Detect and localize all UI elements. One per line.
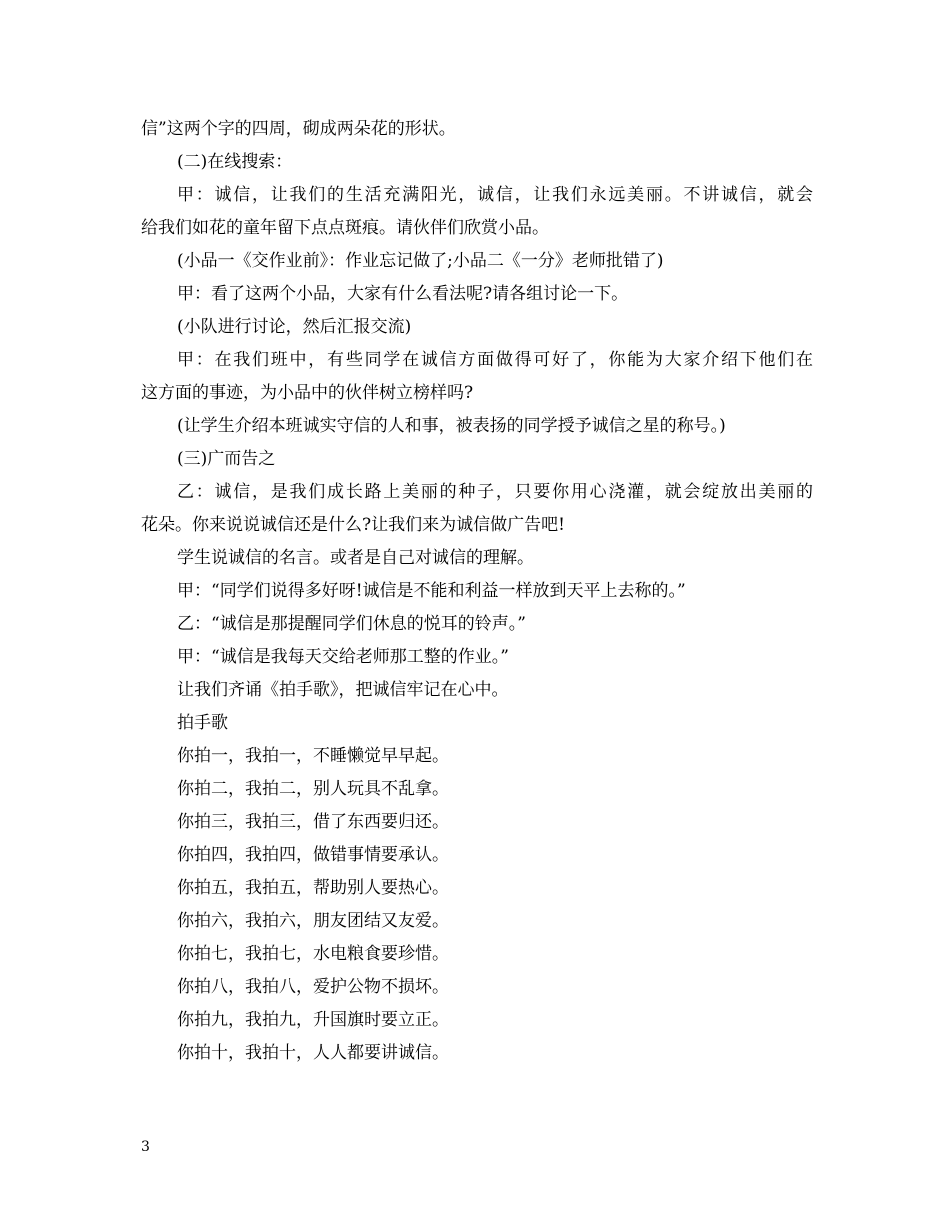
text-line: 让我们齐诵《拍手歌》，把诚信牢记在心中。: [177, 680, 509, 700]
text-line: 你拍八，我拍八，爱护公物不损坏。: [177, 977, 449, 997]
text-line: 这方面的事迹，为小品中的伙伴树立榜样吗?: [141, 383, 474, 403]
text-line: 乙：“诚信是那提醒同学们休息的悦耳的铃声。”: [177, 614, 526, 634]
text-line: 你拍二，我拍二，别人玩具不乱拿。: [177, 779, 449, 799]
document-body: [141, 113, 813, 1070]
text-line: 你拍四，我拍四，做错事情要承认。: [177, 845, 449, 865]
text-line: 甲：看了这两个小品，大家有什么看法呢?请各组讨论一下。: [177, 284, 629, 304]
text-line: 学生说诚信的名言。或者是自己对诚信的理解。: [177, 548, 534, 568]
text-line: 甲：“诚信是我每天交给老师那工整的作业。”: [177, 647, 509, 667]
text-line: 拍手歌: [177, 713, 228, 733]
text-line: 甲：在我们班中，有些同学在诚信方面做得可好了，你能为大家介绍下他们在: [177, 350, 813, 370]
text-line: (小品一《交作业前》：作业忘记做了;小品二《一分》老师批错了): [177, 251, 664, 271]
text-line: 你拍九，我拍九，升国旗时要立正。: [177, 1010, 449, 1030]
text-line: 你拍十，我拍十，人人都要讲诚信。: [177, 1043, 449, 1063]
page-number: 3: [141, 1139, 150, 1155]
text-line: 你拍七，我拍七，水电粮食要珍惜。: [177, 944, 449, 964]
text-line: 你拍六，我拍六，朋友团结又友爱。: [177, 911, 449, 931]
text-line: 花朵。你来说说诚信还是什么?让我们来为诚信做广告吧!: [141, 515, 565, 535]
text-line: (三)广而告之: [177, 449, 276, 469]
text-line: 给我们如花的童年留下点点斑痕。请伙伴们欣赏小品。: [141, 218, 549, 238]
text-line: 你拍一，我拍一，不睡懒觉早早起。: [177, 746, 449, 766]
text-line: (二)在线搜索：: [177, 152, 293, 172]
text-line: 甲：“同学们说得多好呀!诚信是不能和利益一样放到天平上去称的。”: [177, 581, 686, 601]
text-line: 信”这两个字的四周，砌成两朵花的形状。: [141, 119, 456, 139]
text-line: 你拍五，我拍五，帮助别人要热心。: [177, 878, 449, 898]
text-line: 甲：诚信，让我们的生活充满阳光，诚信，让我们永远美丽。不讲诚信，就会: [177, 185, 813, 205]
text-line: (小队进行讨论，然后汇报交流): [177, 317, 412, 337]
text-line: 你拍三，我拍三，借了东西要归还。: [177, 812, 449, 832]
text-line: (让学生介绍本班诚实守信的人和事，被表扬的同学授予诚信之星的称号。): [177, 416, 726, 436]
text-line: 乙：诚信，是我们成长路上美丽的种子，只要你用心浇灌，就会绽放出美丽的: [177, 482, 813, 502]
